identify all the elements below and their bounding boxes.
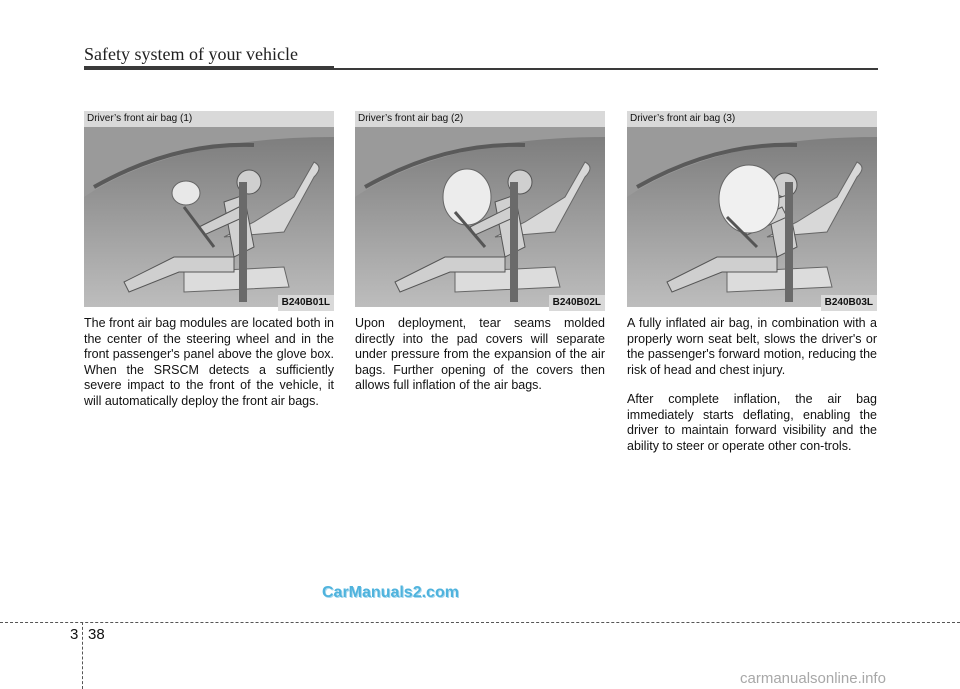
figure-code: B240B02L	[549, 295, 605, 311]
figure-airbag-2	[355, 111, 605, 311]
footer-divider	[82, 622, 83, 689]
paragraph: The front air bag modules are located both in the center of the steering wheel and in the front passenger's panel above the glove box. When the SRSCM detects a sufficiently severe impact to the front of the vehicle, it will automatically deploy the front air bags.	[84, 316, 334, 408]
page-number: 38	[88, 626, 105, 643]
figure-caption: Driver’s front air bag (1)	[84, 111, 334, 127]
airbag-illustration	[355, 127, 605, 307]
figure-code: B240B03L	[821, 295, 877, 311]
footer-site-link[interactable]: carmanualsonline.info	[740, 670, 886, 687]
figure-airbag-3	[627, 111, 877, 311]
paragraph: A fully inflated air bag, in combination with a properly worn seat belt, slows the driver's or the passenger's forward motion, reducing the risk of head and chest injury.	[627, 316, 877, 377]
chapter-number: 3	[70, 626, 79, 643]
paragraph: Upon deployment, tear seams molded directly into the pad covers will separate under pressure from the expansion of the air bags. Further opening of the covers then allows full inflation of the air bags.	[355, 316, 605, 392]
footer-rule	[0, 622, 960, 623]
header-rule	[84, 66, 334, 70]
figure-caption: Driver’s front air bag (2)	[355, 111, 605, 127]
header-rule-thin	[334, 68, 878, 70]
column-2-text	[355, 316, 605, 408]
figure-airbag-1	[84, 111, 334, 311]
airbag-illustration	[84, 127, 334, 307]
paragraph: After complete inflation, the air bag immediately starts deflating, enabling the driver to maintain forward visibility and the ability to steer or operate other con-trols.	[627, 392, 877, 453]
figure-caption: Driver’s front air bag (3)	[627, 111, 877, 127]
column-1-text	[84, 316, 334, 423]
watermark-link[interactable]: CarManuals2.com	[322, 584, 459, 601]
page-title: Safety system of your vehicle	[84, 44, 298, 64]
figure-code: B240B01L	[278, 295, 334, 311]
column-3-text	[627, 316, 877, 468]
airbag-illustration	[627, 127, 877, 307]
